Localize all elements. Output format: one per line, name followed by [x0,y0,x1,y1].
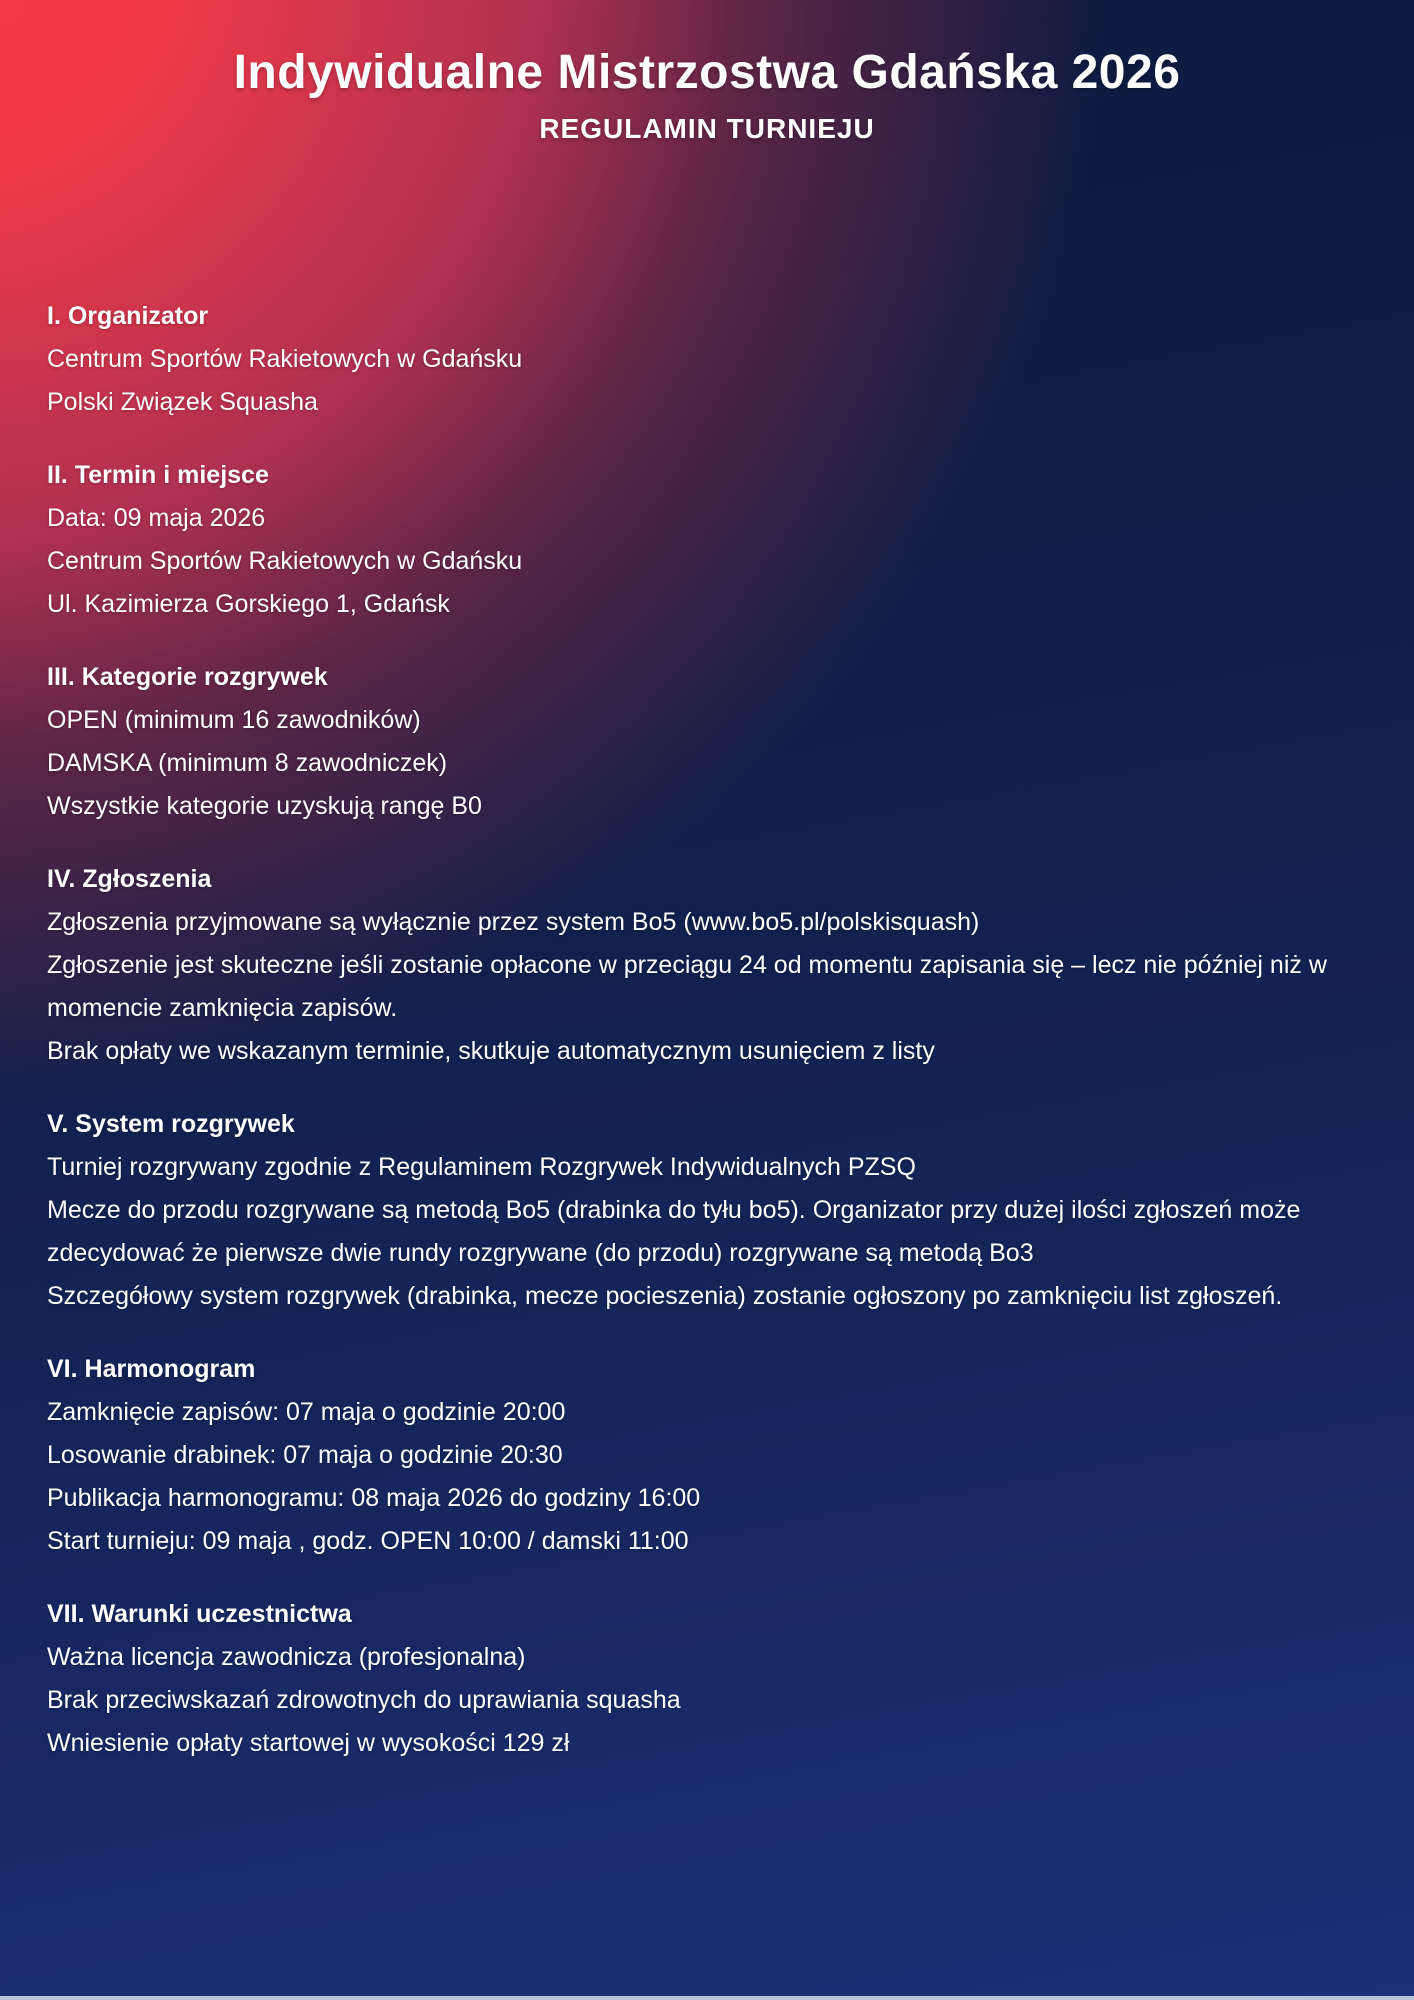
paragraph: OPEN (minimum 16 zawodników) [47,706,421,735]
section-heading: VI. Harmonogram [47,1355,256,1384]
paragraph: Brak opłaty we wskazanym terminie, skutkuje automatycznym usunięciem z listy [47,1037,935,1066]
section-heading: VII. Warunki uczestnictwa [47,1600,352,1629]
paragraph: Data: 09 maja 2026 [47,504,266,533]
poster-header [0,0,1414,145]
paragraph: Zgłoszenie jest skuteczne jeśli zostanie opłacone w przeciągu 24 od momentu zapisania się – lecz nie później niż w momencie zamknięcia zapisów. [47,951,1327,1023]
paragraph: Wszystkie kategorie uzyskują rangę B0 [47,792,482,821]
section-harmonogram [47,1348,1360,1563]
section-zgloszenia [47,858,1360,1073]
section-heading: IV. Zgłoszenia [47,865,212,894]
section-system-rozgrywek [47,1103,1360,1318]
paragraph: Zamknięcie zapisów: 07 maja o godzinie 20:00 [47,1398,566,1427]
paragraph: Brak przeciwskazań zdrowotnych do uprawiania squasha [47,1686,681,1715]
paragraph: Wniesienie opłaty startowej w wysokości 129 zł [47,1729,570,1758]
paragraph: Start turnieju: 09 maja , godz. OPEN 10:00 / damski 11:00 [47,1527,689,1556]
paragraph: Centrum Sportów Rakietowych w Gdańsku [47,547,523,576]
bottom-edge-strip [0,1996,1414,2000]
paragraph: Publikacja harmonogramu: 08 maja 2026 do godziny 16:00 [47,1484,701,1513]
paragraph: Mecze do przodu rozgrywane są metodą Bo5 (drabinka do tyłu bo5). Organizator przy dużej ilości zgłoszeń może zdecydować że pierwsze dwie rundy rozgrywane (do przodu) rozgrywane są metodą Bo3 [47,1196,1301,1268]
section-heading: III. Kategorie rozgrywek [47,663,328,692]
paragraph: DAMSKA (minimum 8 zawodniczek) [47,749,448,778]
section-heading: I. Organizator [47,302,209,331]
paragraph: Losowanie drabinek: 07 maja o godzinie 20:30 [47,1441,563,1470]
page-subtitle: REGULAMIN TURNIEJU [539,112,875,144]
section-kategorie-rozgrywek [47,656,1360,828]
section-heading: V. System rozgrywek [47,1110,295,1139]
paragraph: Polski Związek Squasha [47,388,318,417]
paragraph: Centrum Sportów Rakietowych w Gdańsku [47,345,523,374]
section-heading: II. Termin i miejsce [47,461,269,490]
paragraph: Ważna licencja zawodnicza (profesjonalna) [47,1643,526,1672]
page-title: Indywidualne Mistrzostwa Gdańska 2026 [233,46,1181,99]
section-termin-i-miejsce [47,454,1360,626]
paragraph: Zgłoszenia przyjmowane są wyłącznie przez system Bo5 (www.bo5.pl/polskisquash) [47,908,980,937]
section-warunki-uczestnictwa [47,1593,1360,1765]
paragraph: Ul. Kazimierza Gorskiego 1, Gdańsk [47,590,450,619]
regulations-body [0,295,1400,1765]
section-organizator [47,295,1360,424]
paragraph: Szczegółowy system rozgrywek (drabinka, mecze pocieszenia) zostanie ogłoszony po zamknięciu list zgłoszeń. [47,1282,1283,1311]
paragraph: Turniej rozgrywany zgodnie z Regulaminem Rozgrywek Indywidualnych PZSQ [47,1153,916,1182]
